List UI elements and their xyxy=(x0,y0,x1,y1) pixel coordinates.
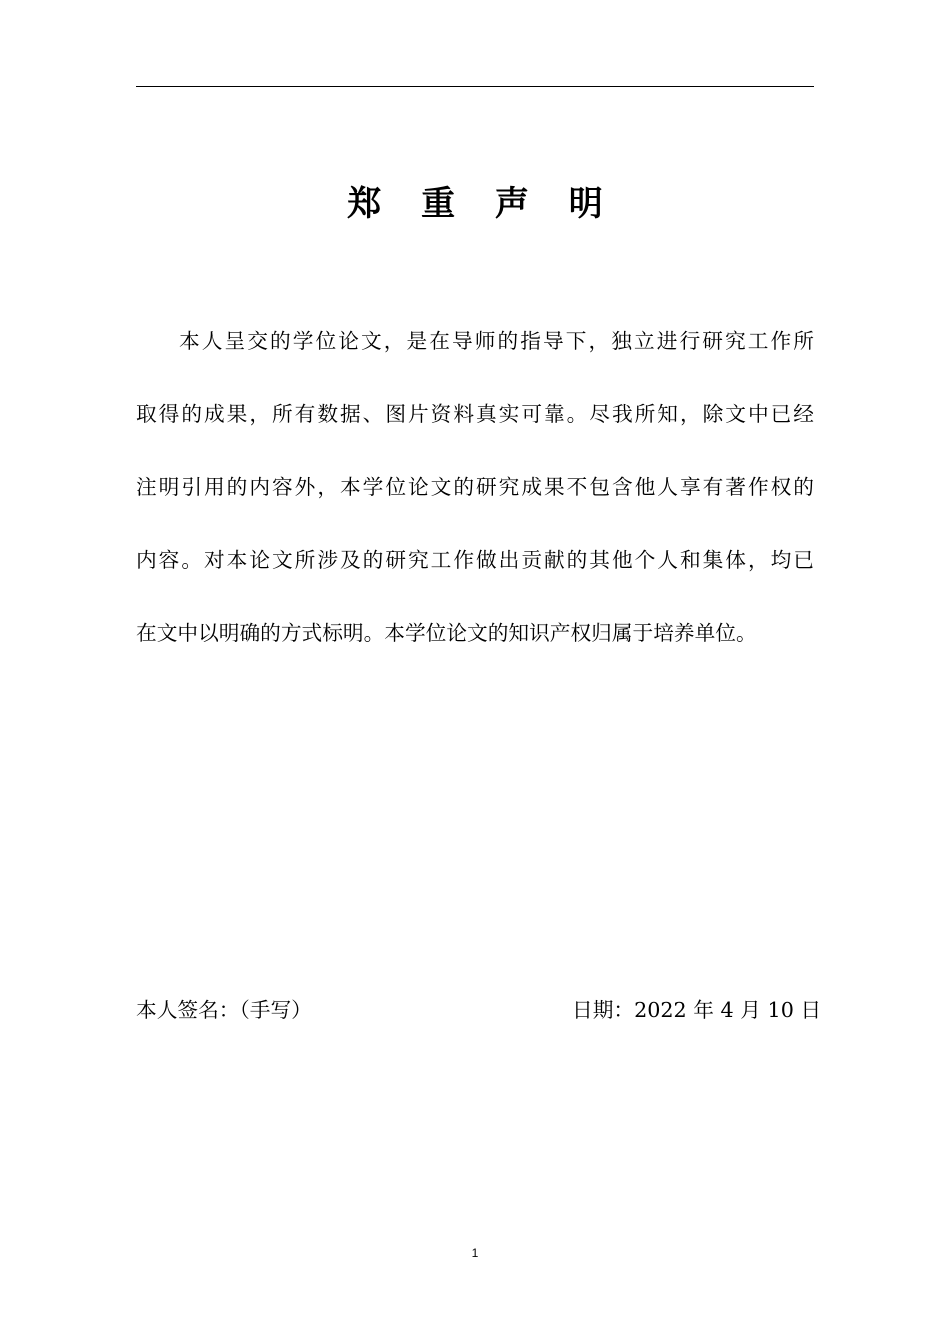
paragraph-line-5: 在文中以明确的方式标明。本学位论文的知识产权归属于培养单位。 xyxy=(136,621,757,645)
page-number: 1 xyxy=(471,1246,479,1260)
page-title: 郑 重 声 明 xyxy=(347,184,617,224)
header-rule xyxy=(136,86,814,87)
paragraph-line-3: 注明引用的内容外，本学位论文的研究成果不包含他人享有著作权的 xyxy=(136,475,814,499)
declaration-paragraph xyxy=(136,316,814,681)
date-text: 日期：2022 年 4 月 10 日 xyxy=(572,998,822,1022)
signature-label: 本人签名：（手写） xyxy=(136,998,312,1022)
paragraph-line-4: 内容。对本论文所涉及的研究工作做出贡献的其他个人和集体，均已 xyxy=(136,548,814,572)
paragraph-line-2: 取得的成果，所有数据、图片资料真实可靠。尽我所知，除文中已经 xyxy=(136,402,814,426)
paragraph-line-1: 本人呈交的学位论文，是在导师的指导下，独立进行研究工作所 xyxy=(179,329,814,353)
